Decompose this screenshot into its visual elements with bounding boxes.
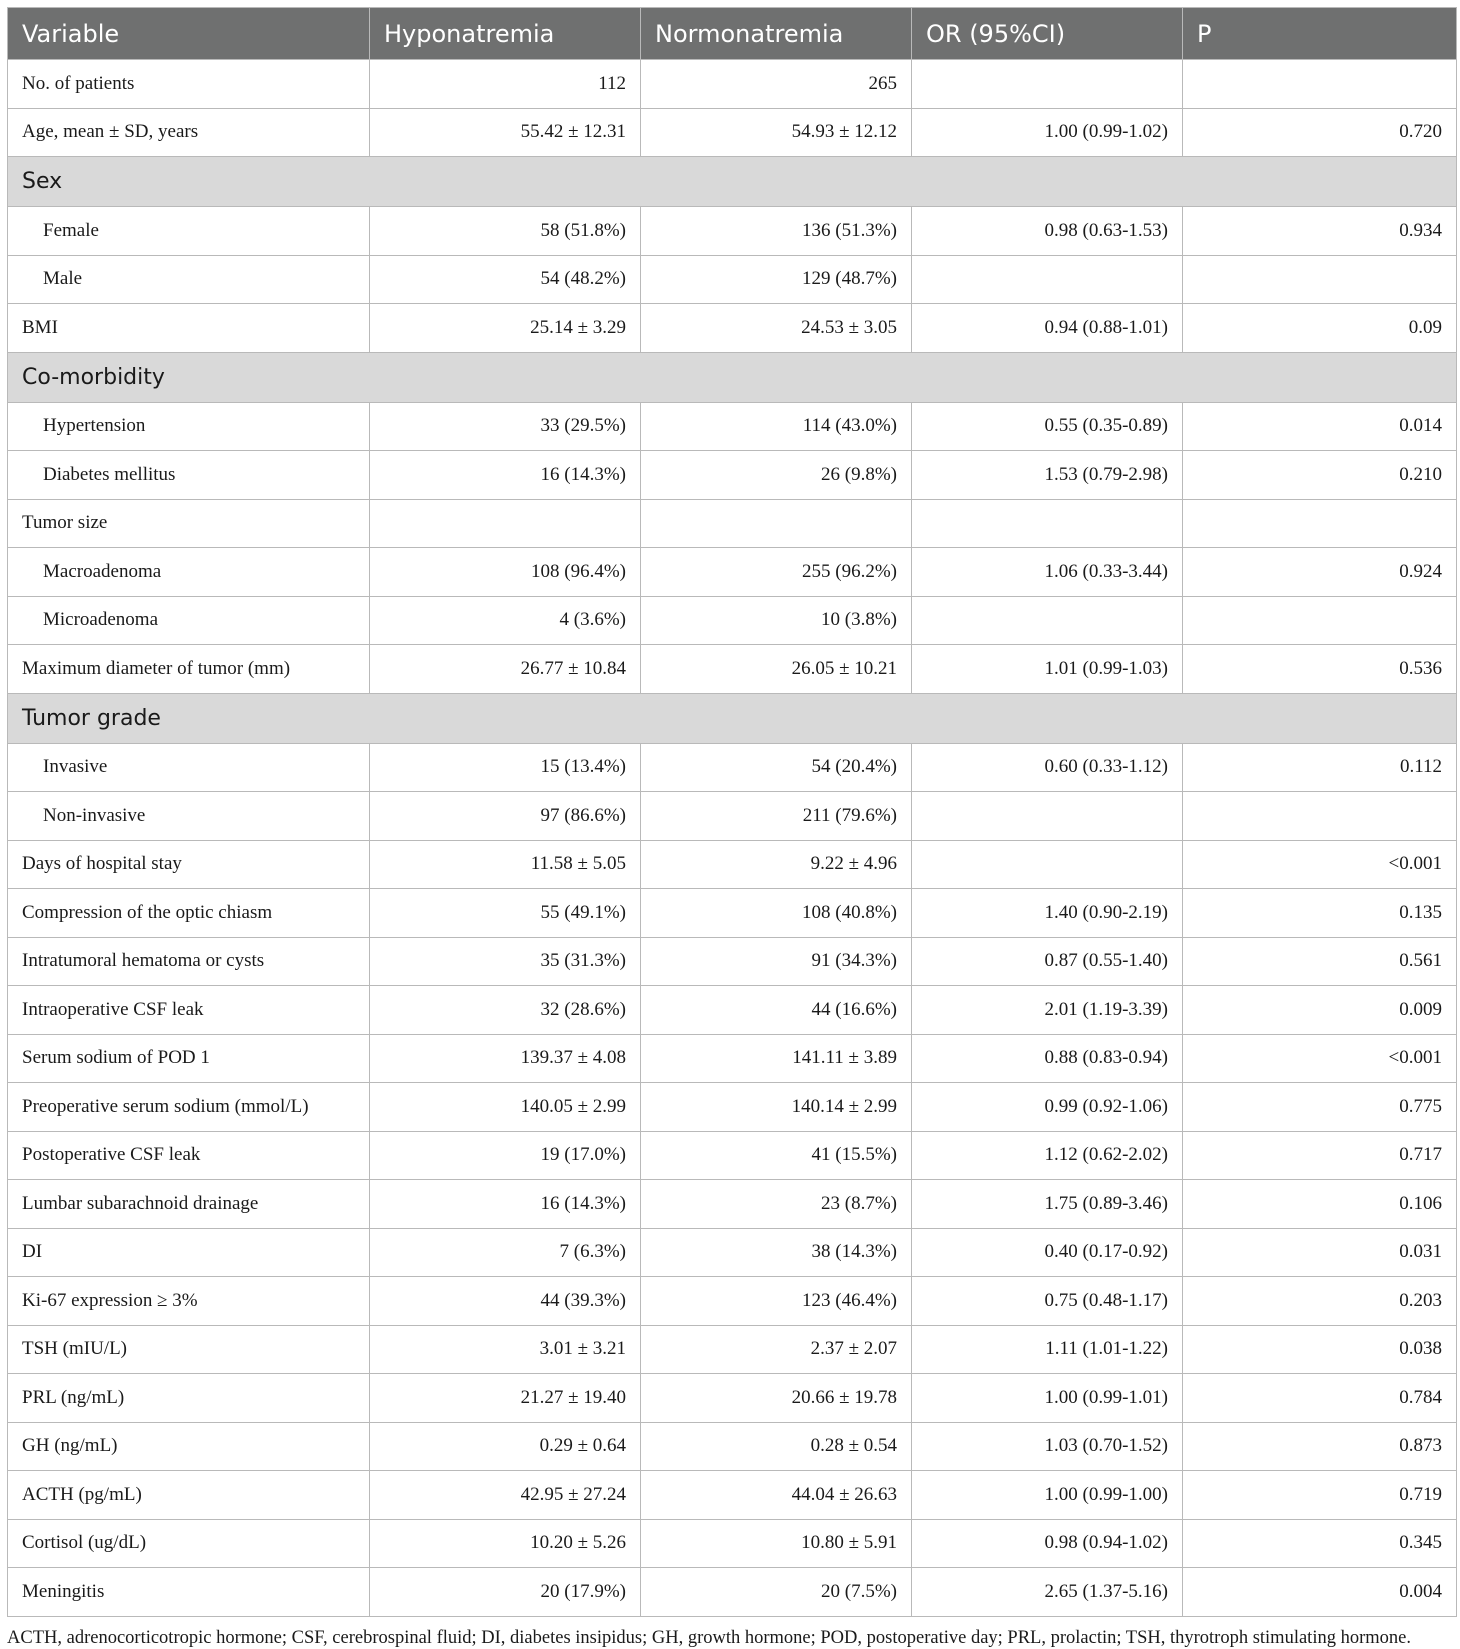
or-ci-cell: 0.60 (0.33-1.12) [912,743,1183,792]
variable-cell: Male [8,255,370,304]
section-label: Co-morbidity [8,352,1457,402]
table-row [8,402,1457,451]
table-header [8,8,1457,60]
p-value-cell [1183,255,1457,304]
hyponatremia-cell: 54 (48.2%) [370,255,641,304]
table-row [8,451,1457,500]
normonatremia-cell: 2.37 ± 2.07 [641,1325,912,1374]
normonatremia-cell: 10 (3.8%) [641,596,912,645]
variable-cell: Hypertension [8,402,370,451]
p-value-cell [1183,596,1457,645]
hyponatremia-cell: 20 (17.9%) [370,1568,641,1617]
or-ci-cell: 2.65 (1.37-5.16) [912,1568,1183,1617]
hyponatremia-cell: 10.20 ± 5.26 [370,1519,641,1568]
hyponatremia-cell [370,499,641,548]
normonatremia-cell: 41 (15.5%) [641,1131,912,1180]
or-ci-cell: 1.40 (0.90-2.19) [912,889,1183,938]
normonatremia-cell: 24.53 ± 3.05 [641,304,912,353]
table-row [8,255,1457,304]
header-or-ci: OR (95%CI) [912,8,1183,60]
p-value-cell: 0.345 [1183,1519,1457,1568]
p-value-cell [1183,792,1457,841]
variable-cell: DI [8,1228,370,1277]
or-ci-cell [912,792,1183,841]
variable-cell: Ki-67 expression ≥ 3% [8,1277,370,1326]
p-value-cell [1183,60,1457,109]
variable-cell: Meningitis [8,1568,370,1617]
variable-cell: Macroadenoma [8,548,370,597]
hyponatremia-cell: 16 (14.3%) [370,1180,641,1229]
table-container [7,7,1456,1617]
p-value-cell: 0.112 [1183,743,1457,792]
or-ci-cell: 1.00 (0.99-1.00) [912,1471,1183,1520]
table-row [8,108,1457,157]
variable-cell: Preoperative serum sodium (mmol/L) [8,1083,370,1132]
variable-cell: Intraoperative CSF leak [8,986,370,1035]
footnote: ACTH, adrenocorticotropic hormone; CSF, cerebrospinal fluid; DI, diabetes insipidus; GH, growth hormone; POD, postoperative day; PRL, prolactin; TSH, thyrotroph stimulating hormone. [7,1628,1411,1648]
section-label: Tumor grade [8,693,1457,743]
p-value-cell: 0.873 [1183,1422,1457,1471]
or-ci-cell [912,499,1183,548]
header-p: P [1183,8,1457,60]
variable-cell: GH (ng/mL) [8,1422,370,1471]
p-value-cell: 0.536 [1183,645,1457,694]
or-ci-cell: 0.99 (0.92-1.06) [912,1083,1183,1132]
or-ci-cell: 0.40 (0.17-0.92) [912,1228,1183,1277]
normonatremia-cell: 54 (20.4%) [641,743,912,792]
or-ci-cell: 0.87 (0.55-1.40) [912,937,1183,986]
hyponatremia-cell: 44 (39.3%) [370,1277,641,1326]
table-row [8,1325,1457,1374]
table-row [8,207,1457,256]
p-value-cell: <0.001 [1183,840,1457,889]
section-label: Sex [8,157,1457,207]
variable-cell: Diabetes mellitus [8,451,370,500]
table-row [8,1519,1457,1568]
or-ci-cell: 0.94 (0.88-1.01) [912,304,1183,353]
table-row [8,792,1457,841]
normonatremia-cell: 20.66 ± 19.78 [641,1374,912,1423]
p-value-cell: 0.014 [1183,402,1457,451]
or-ci-cell [912,60,1183,109]
hyponatremia-cell: 21.27 ± 19.40 [370,1374,641,1423]
or-ci-cell: 0.75 (0.48-1.17) [912,1277,1183,1326]
normonatremia-cell: 26.05 ± 10.21 [641,645,912,694]
variable-cell: Non-invasive [8,792,370,841]
or-ci-cell [912,255,1183,304]
table-row [8,645,1457,694]
variable-cell: Invasive [8,743,370,792]
table-row [8,1471,1457,1520]
variable-cell: Tumor size [8,499,370,548]
table-row [8,937,1457,986]
or-ci-cell: 2.01 (1.19-3.39) [912,986,1183,1035]
normonatremia-cell: 44.04 ± 26.63 [641,1471,912,1520]
section-row [8,157,1457,207]
normonatremia-cell: 38 (14.3%) [641,1228,912,1277]
normonatremia-cell [641,499,912,548]
normonatremia-cell: 136 (51.3%) [641,207,912,256]
table-row [8,596,1457,645]
or-ci-cell: 0.98 (0.63-1.53) [912,207,1183,256]
hyponatremia-cell: 55 (49.1%) [370,889,641,938]
p-value-cell: 0.784 [1183,1374,1457,1423]
or-ci-cell [912,840,1183,889]
variable-cell: PRL (ng/mL) [8,1374,370,1423]
normonatremia-cell: 255 (96.2%) [641,548,912,597]
p-value-cell: 0.031 [1183,1228,1457,1277]
or-ci-cell: 1.01 (0.99-1.03) [912,645,1183,694]
normonatremia-cell: 114 (43.0%) [641,402,912,451]
section-row [8,693,1457,743]
normonatremia-cell: 0.28 ± 0.54 [641,1422,912,1471]
table-row [8,889,1457,938]
or-ci-cell: 1.03 (0.70-1.52) [912,1422,1183,1471]
table-row [8,986,1457,1035]
variable-cell: Intratumoral hematoma or cysts [8,937,370,986]
hyponatremia-cell: 42.95 ± 27.24 [370,1471,641,1520]
or-ci-cell: 1.12 (0.62-2.02) [912,1131,1183,1180]
table-row [8,499,1457,548]
normonatremia-cell: 211 (79.6%) [641,792,912,841]
normonatremia-cell: 26 (9.8%) [641,451,912,500]
normonatremia-cell: 10.80 ± 5.91 [641,1519,912,1568]
p-value-cell: 0.720 [1183,108,1457,157]
variable-cell: No. of patients [8,60,370,109]
normonatremia-cell: 123 (46.4%) [641,1277,912,1326]
hyponatremia-cell: 0.29 ± 0.64 [370,1422,641,1471]
hyponatremia-cell: 58 (51.8%) [370,207,641,256]
hyponatremia-cell: 112 [370,60,641,109]
hyponatremia-cell: 140.05 ± 2.99 [370,1083,641,1132]
p-value-cell: 0.210 [1183,451,1457,500]
or-ci-cell: 1.11 (1.01-1.22) [912,1325,1183,1374]
normonatremia-cell: 141.11 ± 3.89 [641,1034,912,1083]
normonatremia-cell: 140.14 ± 2.99 [641,1083,912,1132]
variable-cell: Female [8,207,370,256]
or-ci-cell: 0.88 (0.83-0.94) [912,1034,1183,1083]
hyponatremia-cell: 139.37 ± 4.08 [370,1034,641,1083]
table-row [8,1277,1457,1326]
or-ci-cell: 0.55 (0.35-0.89) [912,402,1183,451]
normonatremia-cell: 265 [641,60,912,109]
header-normonatremia: Normonatremia [641,8,912,60]
table-row [8,1374,1457,1423]
p-value-cell [1183,499,1457,548]
p-value-cell: 0.106 [1183,1180,1457,1229]
normonatremia-cell: 91 (34.3%) [641,937,912,986]
p-value-cell: 0.203 [1183,1277,1457,1326]
table-row [8,304,1457,353]
p-value-cell: 0.09 [1183,304,1457,353]
p-value-cell: 0.719 [1183,1471,1457,1520]
p-value-cell: 0.775 [1183,1083,1457,1132]
variable-cell: Lumbar subarachnoid drainage [8,1180,370,1229]
normonatremia-cell: 23 (8.7%) [641,1180,912,1229]
normonatremia-cell: 44 (16.6%) [641,986,912,1035]
table-row [8,1034,1457,1083]
or-ci-cell: 1.00 (0.99-1.01) [912,1374,1183,1423]
variable-cell: Microadenoma [8,596,370,645]
variable-cell: Age, mean ± SD, years [8,108,370,157]
hyponatremia-cell: 55.42 ± 12.31 [370,108,641,157]
hyponatremia-cell: 97 (86.6%) [370,792,641,841]
p-value-cell: 0.934 [1183,207,1457,256]
table-body [8,60,1457,1617]
p-value-cell: 0.561 [1183,937,1457,986]
or-ci-cell: 1.06 (0.33-3.44) [912,548,1183,597]
hyponatremia-cell: 32 (28.6%) [370,986,641,1035]
header-hyponatremia: Hyponatremia [370,8,641,60]
data-table [7,7,1457,1617]
or-ci-cell: 1.00 (0.99-1.02) [912,108,1183,157]
variable-cell: Days of hospital stay [8,840,370,889]
normonatremia-cell: 9.22 ± 4.96 [641,840,912,889]
hyponatremia-cell: 35 (31.3%) [370,937,641,986]
hyponatremia-cell: 7 (6.3%) [370,1228,641,1277]
p-value-cell: 0.135 [1183,889,1457,938]
normonatremia-cell: 129 (48.7%) [641,255,912,304]
section-row [8,352,1457,402]
variable-cell: Postoperative CSF leak [8,1131,370,1180]
table-row [8,60,1457,109]
p-value-cell: 0.038 [1183,1325,1457,1374]
hyponatremia-cell: 26.77 ± 10.84 [370,645,641,694]
hyponatremia-cell: 25.14 ± 3.29 [370,304,641,353]
header-row [8,8,1457,60]
table-row [8,743,1457,792]
table-row [8,1131,1457,1180]
table-row [8,1180,1457,1229]
hyponatremia-cell: 4 (3.6%) [370,596,641,645]
hyponatremia-cell: 108 (96.4%) [370,548,641,597]
p-value-cell: 0.009 [1183,986,1457,1035]
variable-cell: ACTH (pg/mL) [8,1471,370,1520]
table-row [8,1568,1457,1617]
hyponatremia-cell: 16 (14.3%) [370,451,641,500]
variable-cell: TSH (mIU/L) [8,1325,370,1374]
table-row [8,548,1457,597]
or-ci-cell: 1.75 (0.89-3.46) [912,1180,1183,1229]
hyponatremia-cell: 11.58 ± 5.05 [370,840,641,889]
or-ci-cell [912,596,1183,645]
variable-cell: Cortisol (ug/dL) [8,1519,370,1568]
variable-cell: Maximum diameter of tumor (mm) [8,645,370,694]
normonatremia-cell: 54.93 ± 12.12 [641,108,912,157]
p-value-cell: <0.001 [1183,1034,1457,1083]
variable-cell: BMI [8,304,370,353]
table-row [8,1228,1457,1277]
normonatremia-cell: 20 (7.5%) [641,1568,912,1617]
variable-cell: Serum sodium of POD 1 [8,1034,370,1083]
or-ci-cell: 0.98 (0.94-1.02) [912,1519,1183,1568]
hyponatremia-cell: 15 (13.4%) [370,743,641,792]
p-value-cell: 0.717 [1183,1131,1457,1180]
hyponatremia-cell: 19 (17.0%) [370,1131,641,1180]
p-value-cell: 0.924 [1183,548,1457,597]
header-variable: Variable [8,8,370,60]
table-row [8,840,1457,889]
p-value-cell: 0.004 [1183,1568,1457,1617]
normonatremia-cell: 108 (40.8%) [641,889,912,938]
variable-cell: Compression of the optic chiasm [8,889,370,938]
table-row [8,1083,1457,1132]
or-ci-cell: 1.53 (0.79-2.98) [912,451,1183,500]
hyponatremia-cell: 33 (29.5%) [370,402,641,451]
table-row [8,1422,1457,1471]
hyponatremia-cell: 3.01 ± 3.21 [370,1325,641,1374]
